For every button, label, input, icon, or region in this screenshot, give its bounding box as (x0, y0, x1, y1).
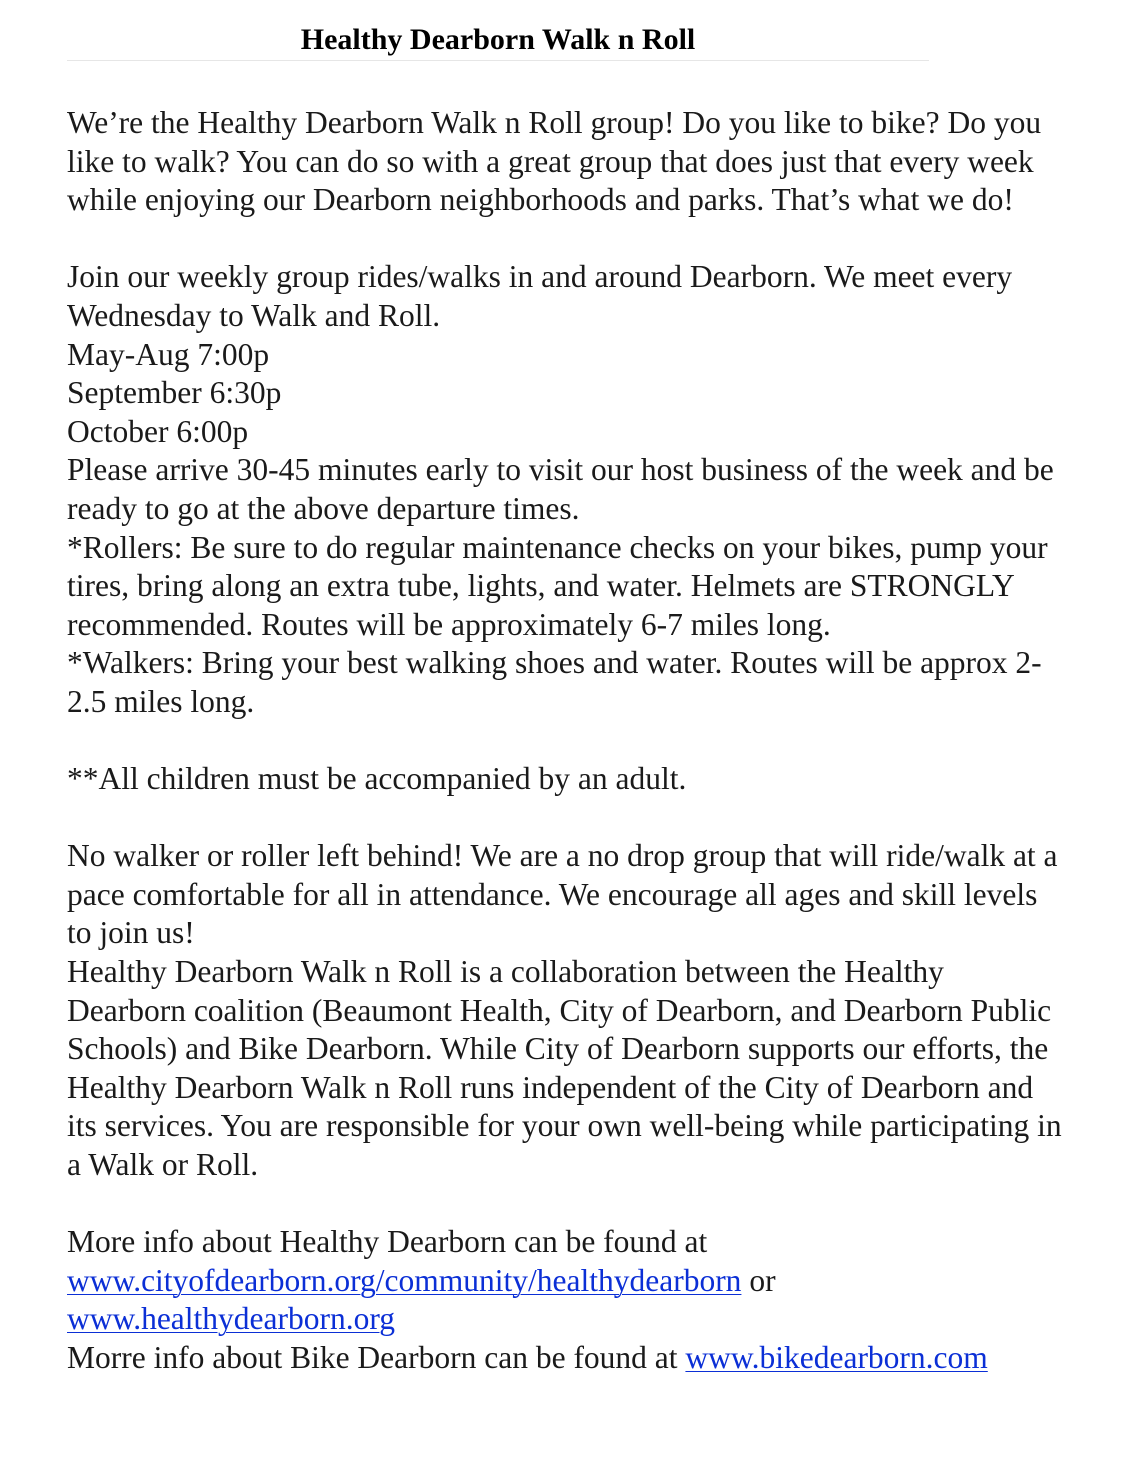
schedule-time-september: September 6:30p (67, 375, 282, 411)
no-drop-paragraph: No walker or roller left behind! We are a no drop group that will ride/walk at a pace comfortable for all in attendance. We encourage all ages and skill levels to join us! (67, 838, 1058, 951)
or-text: or (741, 1262, 776, 1298)
rollers-note: *Rollers: Be sure to do regular maintenance checks on your bikes, pump your tires, bring along an extra tube, lights, and water. Helmets are STRONGLY recommended. Routes will be approximately 6-7 miles long. (67, 529, 1048, 642)
page-title: Healthy Dearborn Walk n Roll (300, 23, 696, 56)
paragraph-gap (67, 722, 1067, 761)
schedule-time-october: October 6:00p (67, 413, 249, 449)
city-of-dearborn-healthy-link[interactable]: www.cityofdearborn.org/community/healthydearborn (67, 1262, 742, 1298)
document-body (67, 104, 1067, 1378)
join-paragraph: Join our weekly group rides/walks in and around Dearborn. We meet every Wednesday to Walk and Roll. (67, 259, 1013, 333)
bike-info-prefix: Morre info about Bike Dearborn can be found at (67, 1340, 686, 1375)
intro-paragraph: We’re the Healthy Dearborn Walk n Roll group! Do you like to bike? Do you like to walk? You can do so with a great group that does just that every week while enjoying our Dearborn neighborhoods and parks. That’s what we do! (67, 105, 1042, 218)
arrival-note: Please arrive 30-45 minutes early to visit our host business of the week and be ready to go at the above departure times. (67, 452, 1054, 526)
healthy-info-prefix: More info about Healthy Dearborn can be found at (67, 1224, 708, 1260)
paragraph-gap (67, 1185, 1067, 1224)
healthy-dearborn-info (67, 1223, 1067, 1339)
collaboration-paragraph: Healthy Dearborn Walk n Roll is a collaboration between the Healthy Dearborn coalition (Beaumont Health, City of Dearborn, and Dearborn Public Schools) and Bike Dearborn. While City of Dearborn supports our efforts, the Healthy Dearborn Walk n Roll runs independent of the City of Dearborn and its services. You are responsible for your own well-being while participating in a Walk or Roll. (67, 954, 1062, 1183)
paragraph-gap (67, 799, 1067, 838)
bike-dearborn-info (67, 1339, 1067, 1378)
paragraph-gap (67, 220, 1067, 259)
schedule-time-may-aug: May-Aug 7:00p (67, 336, 270, 372)
walkers-note: *Walkers: Bring your best walking shoes and water. Routes will be approx 2-2.5 miles long. (67, 645, 1042, 719)
title-divider (67, 60, 929, 61)
children-note: **All children must be accompanied by an adult. (67, 761, 687, 797)
healthy-dearborn-link[interactable]: www.healthydearborn.org (67, 1301, 396, 1337)
bike-dearborn-link[interactable]: www.bikedearborn.com (685, 1340, 988, 1375)
